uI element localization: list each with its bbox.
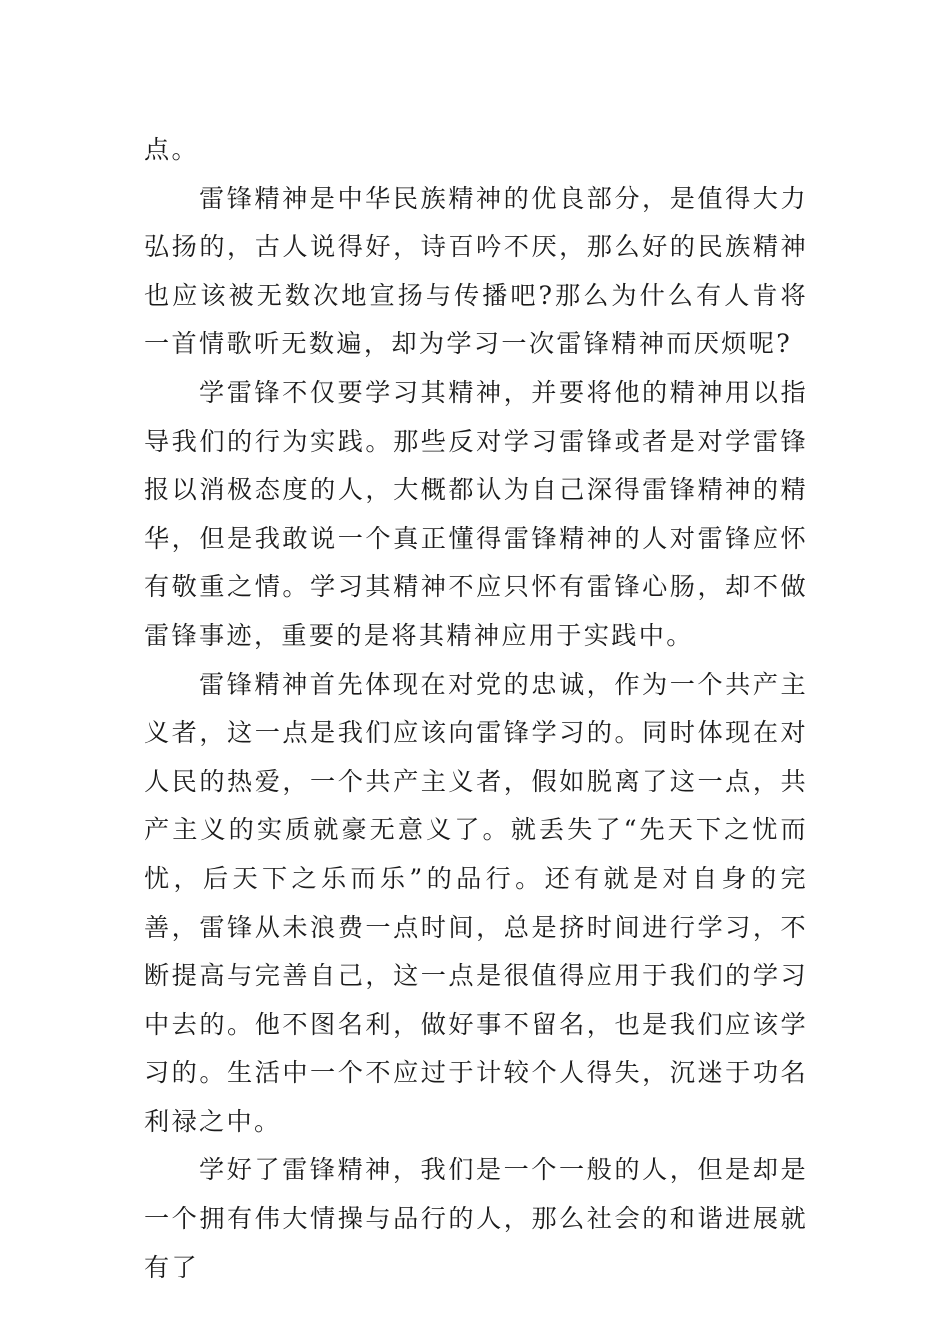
paragraph: 雷锋精神首先体现在对党的忠诚，作为一个共产主义者，这一点是我们应该向雷锋学习的。同时体现在对人民的热爱，一个共产主义者，假如脱离了这一点，共产主义的实质就豪无意义了。就丢失了“先天下之忧而忧，后天下之乐而乐”的品行。还有就是对自身的完善，雷锋从未浪费一点时间，总是挤时间进行学习，不断提高与完善自己，这一点是很值得应用于我们的学习中去的。他不图名利，做好事不留名，也是我们应该学习的。生活中一个不应过于计较个人得失，沉迷于功名利禄之中。: [144, 669, 808, 1136]
paragraph-continuation: 点。: [144, 135, 199, 164]
paragraph: 学好了雷锋精神，我们是一个一般的人，但是却是一个拥有伟大情操与品行的人，那么社会的和谐进展就有了: [144, 1155, 808, 1282]
document-body: [144, 126, 808, 1292]
paragraph: 学雷锋不仅要学习其精神，并要将他的精神用以指导我们的行为实践。那些反对学习雷锋或者是对学雷锋报以消极态度的人，大概都认为自己深得雷锋精神的精华，但是我敢说一个真正懂得雷锋精神的人对雷锋应怀有敬重之情。学习其精神不应只怀有雷锋心肠，却不做雷锋事迹，重要的是将其精神应用于实践中。: [144, 377, 808, 650]
paragraph: 雷锋精神是中华民族精神的优良部分，是值得大力弘扬的，古人说得好，诗百吟不厌，那么好的民族精神也应该被无数次地宣扬与传播吧?那么为什么有人肯将一首情歌听无数遍，却为学习一次雷锋精神而厌烦呢?: [144, 183, 808, 359]
